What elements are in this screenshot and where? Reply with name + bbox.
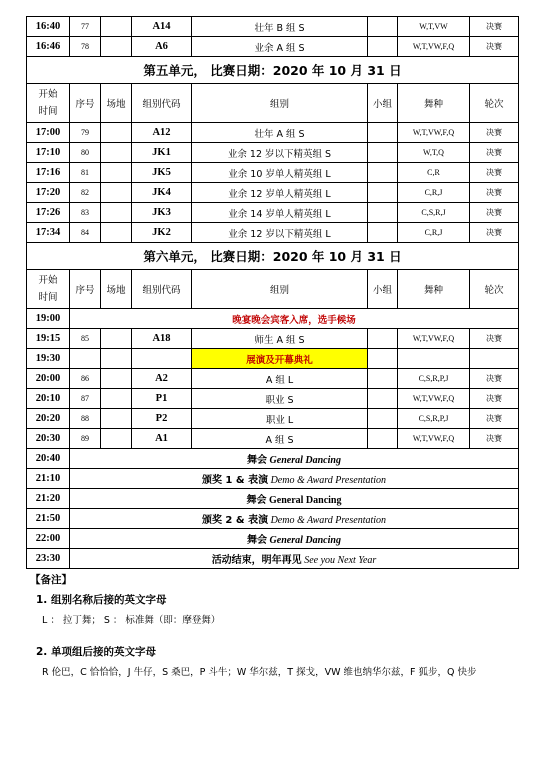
table-row (27, 163, 519, 183)
subgroup (368, 17, 398, 37)
col-group: 组别 (192, 84, 368, 123)
dances: W,T,VW,F,Q (398, 123, 470, 143)
group-code: A2 (132, 369, 192, 389)
session-header-row (27, 243, 519, 270)
venue (101, 37, 132, 57)
group-code: JK4 (132, 183, 192, 203)
group-name: 业余 12 岁以下精英组 S (192, 143, 368, 163)
note-line-1: L ： 拉丁舞； S ： 标准舞（即：摩登舞） (42, 615, 221, 626)
event-name-en: General Dancing (269, 535, 341, 546)
sequence-number: 80 (70, 143, 101, 163)
note-line-2: R 伦巴，C 恰恰恰，J 牛仔，S 桑巴，P 斗牛；W 华尔兹，T 探戈，VW 维也纳华尔兹，F 狐步，Q 快步 (42, 667, 477, 678)
col-subgroup: 小组 (368, 84, 398, 123)
round: 决赛 (470, 389, 519, 409)
event-name-zh: 舞会 (246, 495, 267, 506)
note-heading-2: 2. 单项组后接的英文字母 (36, 646, 156, 658)
sequence-number: 86 (70, 369, 101, 389)
venue (101, 143, 132, 163)
venue (101, 203, 132, 223)
col-start-time-line2: 时间 (38, 292, 58, 303)
table-row (27, 509, 519, 529)
table-row (27, 183, 519, 203)
start-time: 19:30 (27, 349, 70, 369)
group-name: 壮年 A 组 S (192, 123, 368, 143)
start-time: 23:30 (27, 549, 70, 569)
round: 决赛 (470, 429, 519, 449)
dances: C,R (398, 163, 470, 183)
event-name-en: General Dancing (269, 455, 341, 466)
subgroup (368, 143, 398, 163)
event-name-zh: 颁奖 2 & 表演 (201, 515, 269, 526)
col-sequence: 序号 (70, 270, 101, 309)
group-name: A 组 S (192, 429, 368, 449)
start-time: 19:15 (27, 329, 70, 349)
event-name-zh: 舞会 (247, 535, 268, 546)
venue (101, 123, 132, 143)
subgroup (368, 369, 398, 389)
col-group-code: 组别代码 (132, 270, 192, 309)
table-row (27, 37, 519, 57)
round: 决赛 (470, 17, 519, 37)
group-name: 业余 10 岁单人精英组 L (192, 163, 368, 183)
event-name-en: General Dancing (269, 495, 342, 506)
group-name: 职业 L (192, 409, 368, 429)
start-time: 22:00 (27, 529, 70, 549)
table-row (27, 549, 519, 569)
group-code: A6 (132, 37, 192, 57)
note-heading-1: 1. 组别名称后接的英文字母 (36, 594, 167, 606)
group-name: 业余 14 岁单人精英组 L (192, 203, 368, 223)
subgroup (368, 203, 398, 223)
subgroup (368, 37, 398, 57)
table-row (27, 409, 519, 429)
dances: W,T,VW,F,Q (398, 429, 470, 449)
venue (101, 389, 132, 409)
start-time: 20:00 (27, 369, 70, 389)
start-time: 19:00 (27, 309, 70, 329)
start-time: 21:20 (27, 489, 70, 509)
table-row (27, 469, 519, 489)
subgroup (368, 123, 398, 143)
start-time: 16:40 (27, 17, 70, 37)
sequence-number: 85 (70, 329, 101, 349)
round: 决赛 (470, 123, 519, 143)
group-code: A12 (132, 123, 192, 143)
venue (101, 369, 132, 389)
venue (101, 183, 132, 203)
group-name: A 组 L (192, 369, 368, 389)
col-start-time-line2: 时间 (38, 106, 58, 117)
sequence-number: 77 (70, 17, 101, 37)
group-code: A18 (132, 329, 192, 349)
table-row (27, 203, 519, 223)
subgroup (368, 409, 398, 429)
group-code: JK5 (132, 163, 192, 183)
col-dances: 舞种 (398, 270, 470, 309)
sequence-number: 79 (70, 123, 101, 143)
event-name-en: See you Next Year (304, 555, 377, 566)
col-dances: 舞种 (398, 84, 470, 123)
group-name: 职业 S (192, 389, 368, 409)
table-row (27, 529, 519, 549)
group-code: P2 (132, 409, 192, 429)
venue (101, 329, 132, 349)
start-time: 20:10 (27, 389, 70, 409)
start-time: 17:16 (27, 163, 70, 183)
sequence-number: 84 (70, 223, 101, 243)
dances: C,S,R,J (398, 203, 470, 223)
round: 决赛 (470, 163, 519, 183)
table-row (27, 429, 519, 449)
event-cell (70, 489, 519, 509)
sequence-number: 81 (70, 163, 101, 183)
dances: C,S,R,P,J (398, 409, 470, 429)
group-name: 业余 12 岁单人精英组 L (192, 183, 368, 203)
venue (101, 17, 132, 37)
start-time: 17:26 (27, 203, 70, 223)
table-row (27, 449, 519, 469)
col-round: 轮次 (470, 270, 519, 309)
round: 决赛 (470, 409, 519, 429)
dances: W,T,VW,F,Q (398, 389, 470, 409)
round: 决赛 (470, 143, 519, 163)
group-name: 业余 12 岁以下精英组 L (192, 223, 368, 243)
start-time: 17:20 (27, 183, 70, 203)
col-round: 轮次 (470, 84, 519, 123)
subgroup (368, 329, 398, 349)
group-code: JK3 (132, 203, 192, 223)
group-name: 壮年 B 组 S (192, 17, 368, 37)
round: 决赛 (470, 223, 519, 243)
col-group: 组别 (192, 270, 368, 309)
event-name-zh: 舞会 (247, 455, 268, 466)
table-row (27, 143, 519, 163)
col-start-time (27, 270, 70, 309)
start-time: 17:10 (27, 143, 70, 163)
start-time: 21:50 (27, 509, 70, 529)
venue (101, 429, 132, 449)
group-code: P1 (132, 389, 192, 409)
col-start-time-line1: 开始 (38, 275, 58, 286)
event-name-en: Demo & Award Presentation (270, 515, 387, 526)
event-cell (70, 509, 519, 529)
dances: C,R,J (398, 183, 470, 203)
table-row (27, 223, 519, 243)
column-header-row (27, 84, 519, 123)
session-5-title: 第五单元， 比赛日期：2020 年 10 月 31 日 (27, 57, 519, 84)
dances: W,T,VW,F,Q (398, 329, 470, 349)
group-name: 业余 A 组 S (192, 37, 368, 57)
opening-ceremony-cell: 展演及开幕典礼 (192, 349, 368, 369)
col-subgroup: 小组 (368, 270, 398, 309)
start-time: 20:20 (27, 409, 70, 429)
start-time: 20:40 (27, 449, 70, 469)
start-time: 16:46 (27, 37, 70, 57)
sequence-number: 82 (70, 183, 101, 203)
start-time: 21:10 (27, 469, 70, 489)
sequence-number (70, 349, 101, 369)
session-6-title: 第六单元， 比赛日期：2020 年 10 月 31 日 (27, 243, 519, 270)
group-code: JK2 (132, 223, 192, 243)
sequence-number: 87 (70, 389, 101, 409)
dances: W,T,VW,F,Q (398, 37, 470, 57)
venue (101, 163, 132, 183)
notes-title: 【备注】 (30, 574, 72, 586)
venue (101, 349, 132, 369)
table-row (27, 17, 519, 37)
subgroup (368, 389, 398, 409)
sequence-number: 89 (70, 429, 101, 449)
session-header-row (27, 57, 519, 84)
dances: C,S,R,P,J (398, 369, 470, 389)
round: 决赛 (470, 203, 519, 223)
event-cell (70, 469, 519, 489)
round: 决赛 (470, 37, 519, 57)
banquet-notice: 晚宴晚会宾客入席，选手候场 (70, 309, 519, 329)
schedule-table (26, 16, 519, 569)
round: 决赛 (470, 369, 519, 389)
start-time: 20:30 (27, 429, 70, 449)
col-venue: 场地 (101, 270, 132, 309)
subgroup (368, 183, 398, 203)
table-row (27, 123, 519, 143)
dances (398, 349, 470, 369)
group-code: A1 (132, 429, 192, 449)
round: 决赛 (470, 329, 519, 349)
group-code: A14 (132, 17, 192, 37)
sequence-number: 78 (70, 37, 101, 57)
subgroup (368, 429, 398, 449)
table-row (27, 369, 519, 389)
table-row (27, 309, 519, 329)
table-row (27, 489, 519, 509)
event-cell (70, 529, 519, 549)
event-cell (70, 549, 519, 569)
dances: W,T,Q (398, 143, 470, 163)
col-start-time (27, 84, 70, 123)
event-name-zh: 活动结束，明年再见 (211, 555, 302, 566)
group-code: JK1 (132, 143, 192, 163)
sequence-number: 88 (70, 409, 101, 429)
subgroup (368, 349, 398, 369)
start-time: 17:34 (27, 223, 70, 243)
sequence-number: 83 (70, 203, 101, 223)
col-group-code: 组别代码 (132, 84, 192, 123)
start-time: 17:00 (27, 123, 70, 143)
dances: C,R,J (398, 223, 470, 243)
subgroup (368, 223, 398, 243)
event-name-en: Demo & Award Presentation (270, 475, 387, 486)
col-sequence: 序号 (70, 84, 101, 123)
col-start-time-line1: 开始 (38, 89, 58, 100)
group-code (132, 349, 192, 369)
table-row (27, 349, 519, 369)
dances: W,T,VW (398, 17, 470, 37)
venue (101, 223, 132, 243)
round (470, 349, 519, 369)
col-venue: 场地 (101, 84, 132, 123)
venue (101, 409, 132, 429)
column-header-row (27, 270, 519, 309)
round: 决赛 (470, 183, 519, 203)
table-row (27, 389, 519, 409)
event-cell (70, 449, 519, 469)
subgroup (368, 163, 398, 183)
table-row (27, 329, 519, 349)
event-name-zh: 颁奖 1 & 表演 (201, 475, 269, 486)
group-name: 师生 A 组 S (192, 329, 368, 349)
